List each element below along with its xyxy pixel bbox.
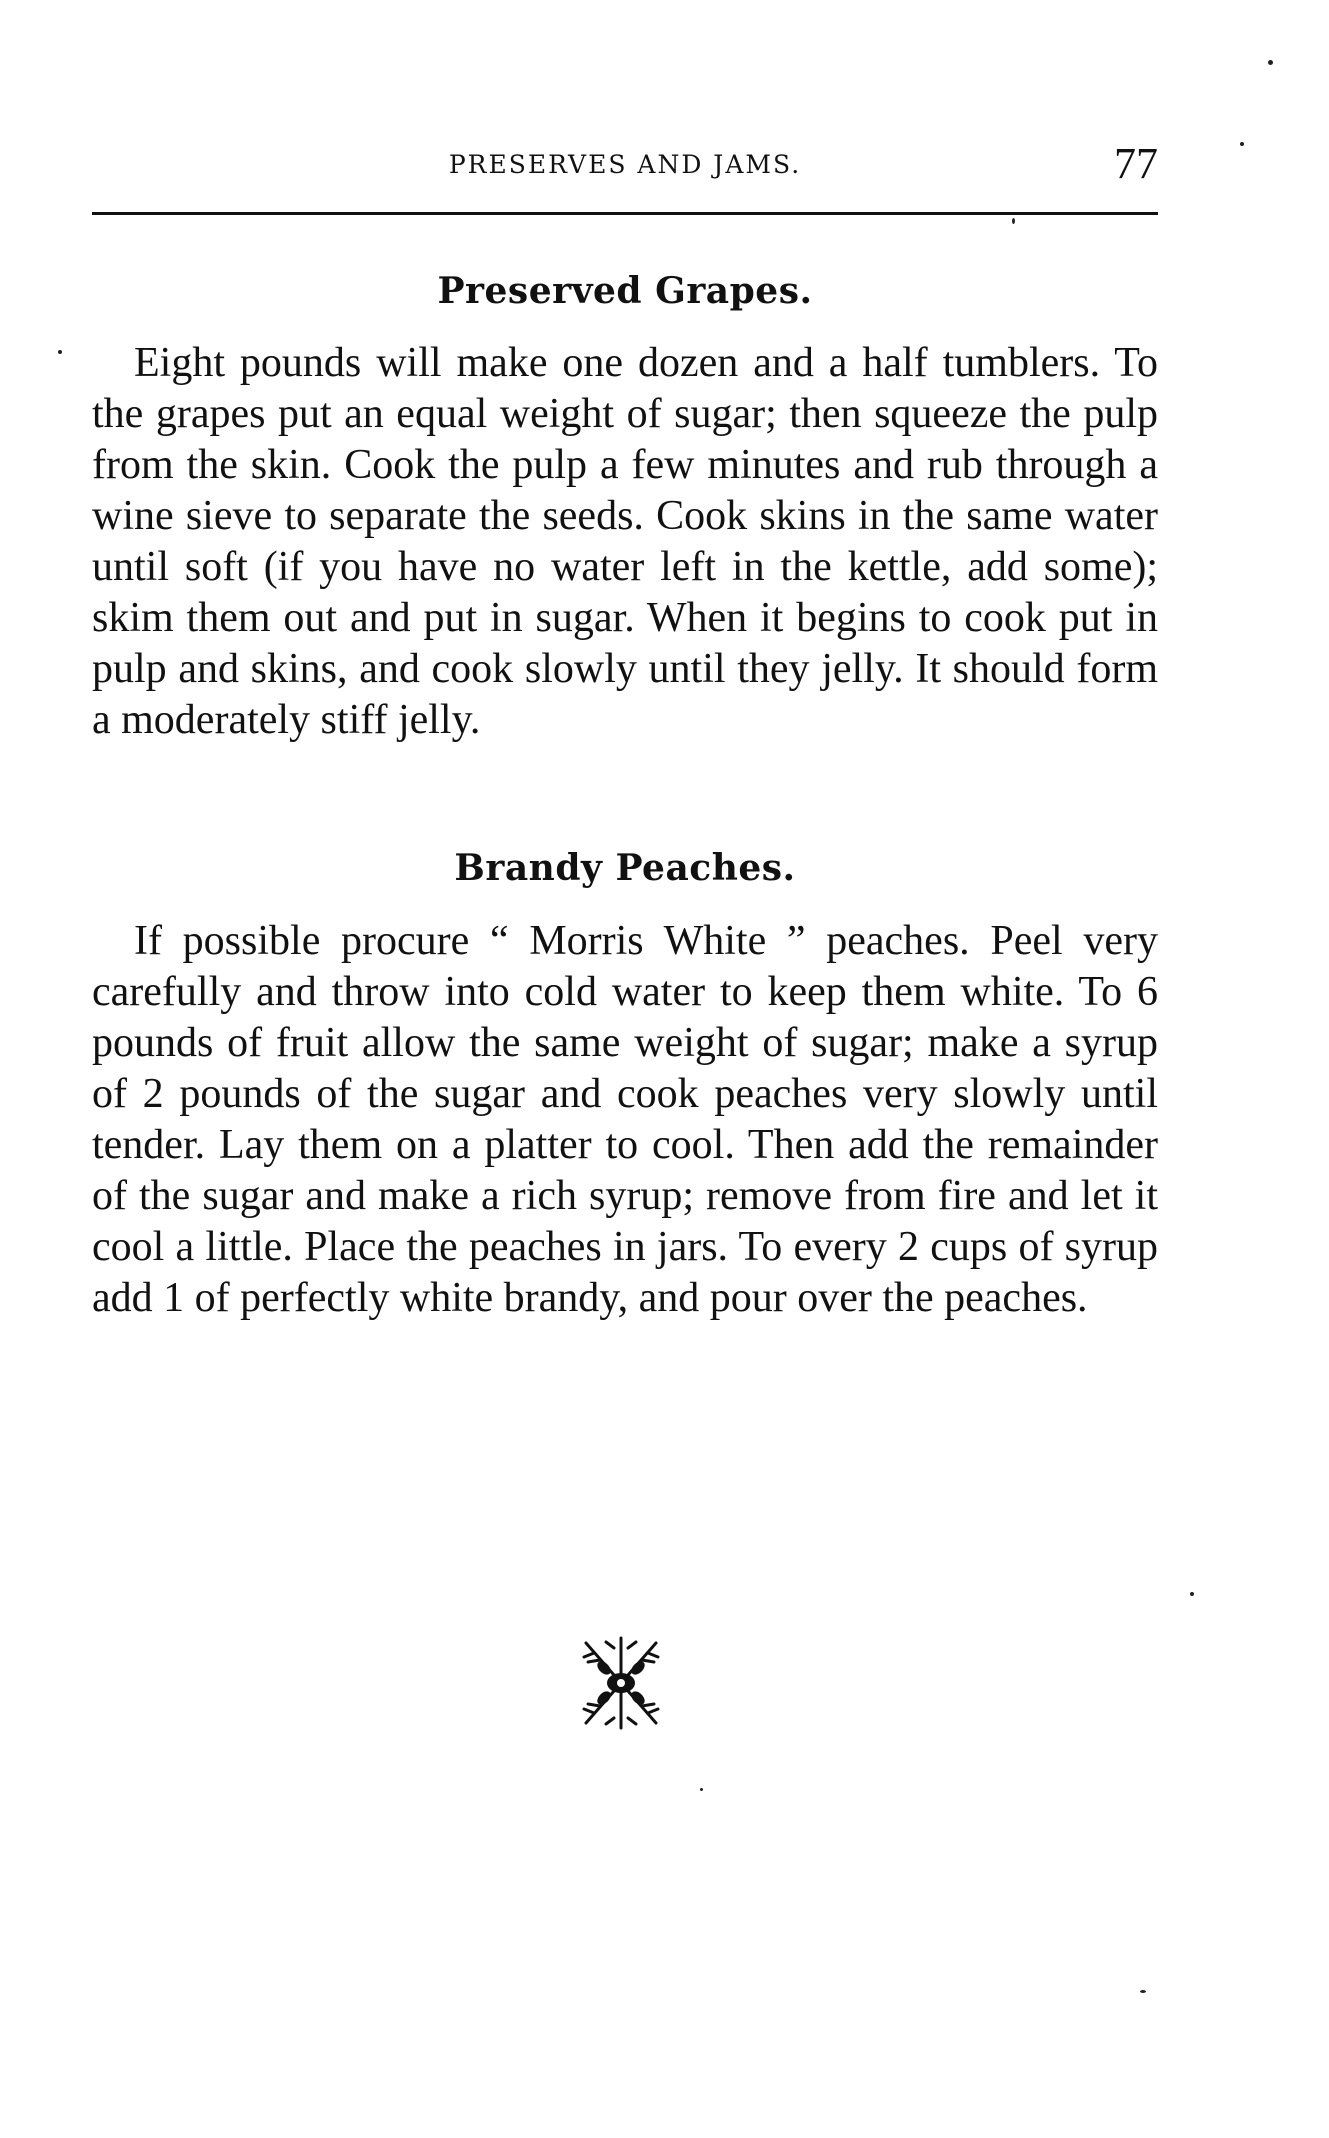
print-speck [1190,1592,1194,1596]
recipe-text-preserved-grapes: Eight pounds will make one dozen and a half tumblers. To the grapes put an equal weight of sugar; then squeeze the pulp from the skin. Cook the pulp a few minutes and rub through a wine sieve to separate the seeds. Cook skins in the same water until soft (if you have no water left in the kettle, add some); skim them out and put in sugar. When it begins to cook put in pulp and skins, and cook slowly until they jelly. It should form a moderately stiff jelly. [92,340,1158,743]
running-title: PRESERVES AND JAMS. [448,150,802,179]
section-heading-brandy-peaches: Brandy Peaches. [454,847,796,889]
print-speck [1012,218,1015,224]
print-speck [1140,1990,1146,1993]
header-rule [92,212,1158,215]
print-speck [1268,60,1273,65]
running-head [92,138,1158,188]
print-speck [58,350,62,354]
section-heading-preserved-grapes: Preserved Grapes. [437,270,813,312]
recipe-text-brandy-peaches: If possible procure “ Morris White ” peaches. Peel very carefully and throw into cold water to keep them white. To 6 pounds of fruit allow the same weight of sugar; make a syrup of 2 pounds of the sugar and cook peaches very slowly until tender. Lay them on a platter to cool. Then add the remainder of the sugar and make a rich syrup; remove from fire and let it cool a little. Place the peaches in jars. To every 2 cups of syrup add 1 of perfectly white brandy, and pour over the peaches. [92,918,1158,1321]
print-speck [1240,142,1244,146]
floral-tailpiece-icon [566,1628,676,1738]
page-number: 77 [1114,139,1158,188]
print-speck [700,1788,703,1791]
